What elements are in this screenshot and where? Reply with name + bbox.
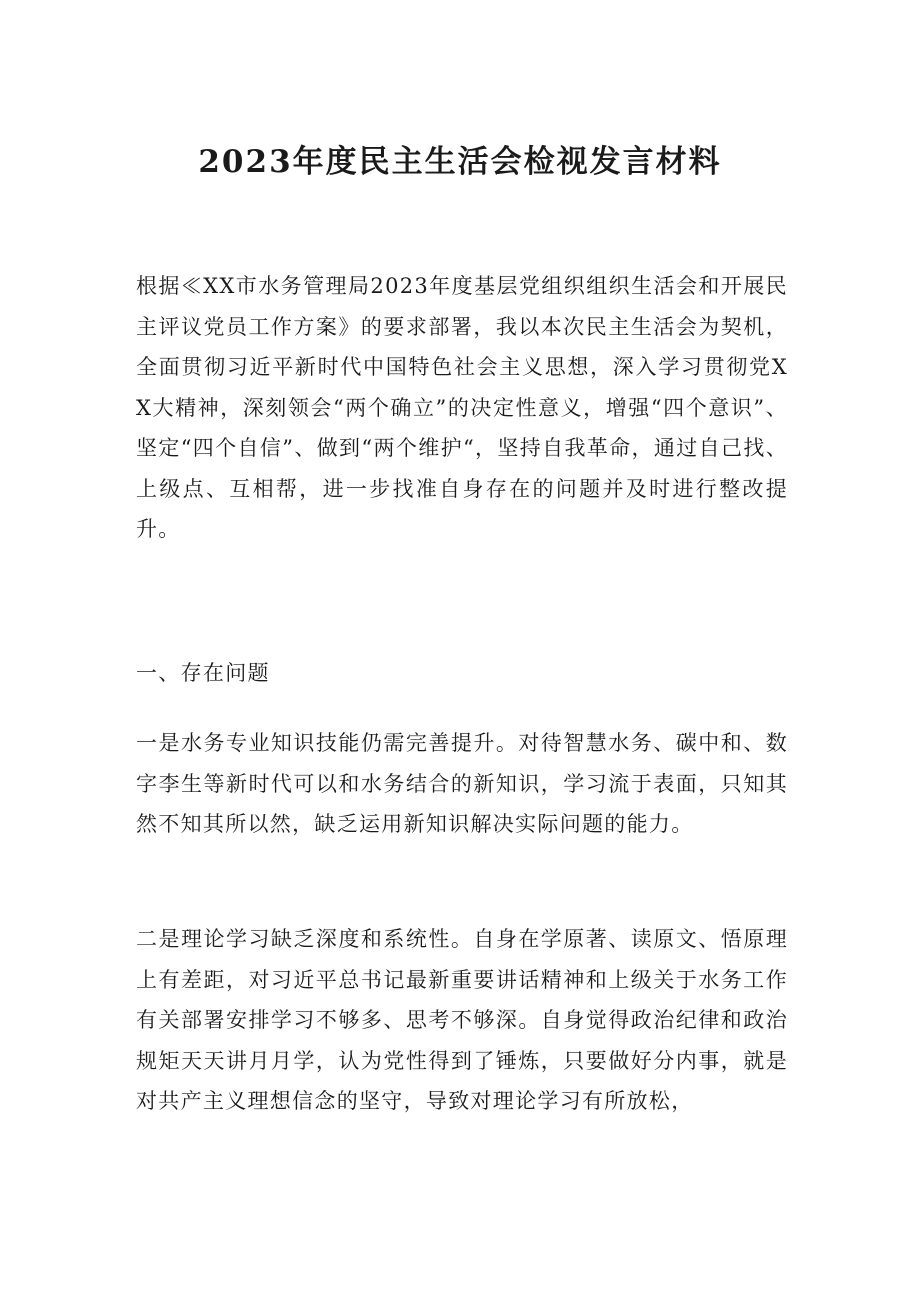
problem-paragraph-2: 二是理论学习缺乏深度和系统性。自身在学原著、读原文、悟原理上有差距，对习近平总书记最新重要讲话精神和上级关于水务工作有关部署安排学习不够多、思考不够深。自身觉得政治纪律和政治规矩天天讲月月学，认为党性得到了锤炼，只要做好分内事，就是对共产主义理想信念的坚守，导致对理论学习有所放松，	[136, 927, 788, 1113]
intro-paragraph: 根据≪XX市水务管理局2023年度基层党组织组织生活会和开展民主评议党员工作方案》的要求部署，我以本次民主生活会为契机，全面贯彻习近平新时代中国特色社会主义思想，深入学习贯彻党XX大精神，深刻领会“两个确立”的决定性意义，增强“四个意识”、坚定“四个自信”、做到“两个维护“，坚持自我革命，通过自己找、上级点、互相帮，进一步找准自身存在的问题并及时进行整改提升。	[136, 274, 788, 541]
document-title: 2023年度民主生活会检视发言材料	[198, 144, 722, 180]
problem-paragraph-1: 一是水务专业知识技能仍需完善提升。对待智慧水务、碳中和、数字李生等新时代可以和水务结合的新知识，学习流于表面，只知其然不知其所以然，缺乏运用新知识解决实际问题的能力。	[136, 731, 788, 836]
section-heading: 一、存在问题	[136, 661, 270, 685]
